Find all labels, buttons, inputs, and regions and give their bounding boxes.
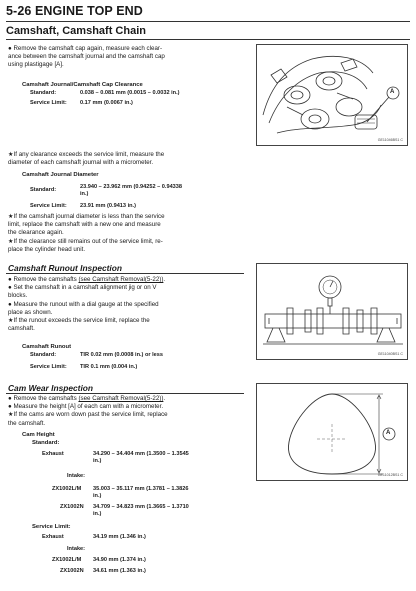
runout-standard (30, 352, 163, 359)
spec-value: 23.91 mm (0.9413 in.) (80, 203, 136, 209)
sl-zx1002n-value: 34.61 mm (1.363 in.) (93, 568, 146, 574)
text-line: ★If the camshaft journal diameter is less than the service (8, 213, 165, 220)
exhaust-label: Exhaust (42, 451, 64, 457)
clearance-standard (30, 90, 180, 97)
journal-service-limit (30, 203, 136, 210)
text-line: blocks. (8, 292, 28, 300)
spec-label: Standard: (30, 90, 57, 96)
page-header: 5-26 ENGINE TOP END (6, 4, 143, 18)
text-line: place as shown. (8, 308, 53, 316)
spec-value: TIR 0.02 mm (0.0008 in.) or less (80, 352, 164, 358)
intake-label: Intake: (67, 473, 86, 479)
zx1002lm-value (93, 486, 188, 500)
text-span: . (163, 276, 166, 283)
text-line: ★If the runout exceeds the service limit, replace the (8, 317, 150, 325)
runout-service-limit (30, 364, 137, 371)
spec-value-line: 35.003 – 35.117 mm (1.3781 – 1.3826 (93, 486, 189, 492)
text-line: ● Measure the height [A] of each cam with a micrometer. (8, 403, 164, 411)
section-title: Camshaft, Camshaft Chain (6, 25, 146, 37)
spec-value (80, 184, 182, 198)
text-line: ● Measure the runout with a dial gauge at the specified (8, 300, 159, 308)
clearance-service-limit (30, 100, 133, 107)
sl-intake-label: Intake: (67, 546, 86, 552)
callout-a: A (390, 89, 395, 95)
journal-heading: Camshaft Journal Diameter (22, 172, 99, 178)
standard-label: Standard: (32, 440, 60, 446)
service-limit-label: Service Limit: (32, 524, 71, 530)
text-line: ● Set the camshaft in a camshaft alignment jig or on V (8, 284, 157, 292)
wear-title: Cam Wear Inspection (8, 383, 94, 393)
text-line: ★If any clearance exceeds the service limit, measure the (8, 151, 165, 158)
text-line: camshaft. (8, 325, 35, 333)
text-line (8, 395, 246, 403)
exhaust-value (93, 451, 189, 465)
camshaft-removal-link[interactable]: (see Camshaft Removal(5-22)) (78, 276, 164, 283)
figure-code: GE11046BS1 C (377, 138, 403, 142)
text-line: ance between the camshaft journal and the camshaft cap (8, 53, 165, 61)
text-line: the clearance again. (8, 229, 64, 237)
cam-height-heading: Cam Height (22, 432, 55, 438)
figure-camshaft-runout (256, 263, 408, 360)
text-span: ● Remove the camshafts (8, 395, 79, 402)
spec-value-line: 34.709 – 34.823 mm (1.3665 – 1.3710 (93, 504, 189, 510)
spec-value-line: in.) (80, 191, 89, 198)
journal-actions (8, 213, 246, 254)
spec-value-line: in.) (93, 511, 102, 518)
text-line: ★If the clearance still remains out of the service limit, re- (8, 237, 163, 245)
header-rule (6, 21, 410, 22)
cylinder-head-drawing (257, 45, 407, 145)
sl-zx1002lm-value: 34.90 mm (1.374 in.) (93, 557, 146, 563)
figure-code: GE11040BS1 C (377, 352, 403, 356)
spec-label: Service Limit: (30, 364, 67, 370)
spec-value-line: in.) (93, 493, 102, 500)
text-line: using plastigage [A]. (8, 61, 64, 69)
spec-label: Service Limit: (30, 203, 67, 209)
figure-code: GE11012BS1 C (377, 473, 403, 477)
clearance-paragraph (8, 45, 246, 70)
spec-value-line: 23.940 – 23.962 mm (0.94252 – 0.94338 (80, 184, 183, 190)
text-line: place the cylinder head unit. (8, 245, 86, 253)
wear-rule (6, 393, 244, 394)
spec-value: 0.17 mm (0.0067 in.) (80, 100, 133, 106)
spec-value: TIR 0.1 mm (0.004 in.) (80, 364, 138, 370)
sl-exhaust-label: Exhaust (42, 534, 64, 540)
spec-label: Service Limit: (30, 100, 67, 106)
zx1002lm-label: ZX1002L/M (52, 486, 82, 492)
spec-value-line: 34.290 – 34.404 mm (1.3500 – 1.3545 (93, 451, 189, 457)
runout-title: Camshaft Runout Inspection (8, 263, 122, 273)
sl-zx1002n-label: ZX1002N (60, 568, 84, 574)
sl-zx1002lm-label: ZX1002L/M (52, 557, 82, 563)
text-line: ● Remove the camshaft cap again, measure each clear- (8, 45, 163, 52)
figure-cylinder-head-plastigage (256, 44, 408, 146)
camshaft-runout-drawing (257, 264, 407, 359)
runout-paragraph (8, 276, 246, 333)
section-rule (6, 39, 410, 40)
zx1002n-label: ZX1002N (60, 504, 84, 510)
cam-lobe-drawing (257, 384, 407, 480)
clearance-heading: Camshaft Journal/Camshaft Cap Clearance (22, 82, 143, 88)
spec-value: 0.038 – 0.081 mm (0.0015 – 0.0032 in.) (80, 90, 180, 96)
journal-standard (30, 184, 260, 198)
callout-a: A (386, 430, 391, 436)
camshaft-removal-link[interactable]: (see Camshaft Removal(5-22)) (78, 395, 164, 402)
runout-heading: Camshaft Runout (22, 344, 72, 350)
runout-rule (6, 273, 244, 274)
text-span: ● Remove the camshafts (8, 276, 79, 283)
spec-label: Standard: (30, 187, 57, 193)
text-line: diameter of each camshaft journal with a micrometer. (8, 159, 154, 167)
text-line: the camshaft. (8, 419, 46, 427)
zx1002n-value (93, 504, 189, 518)
wear-paragraph (8, 395, 246, 428)
figure-cam-height (256, 383, 408, 481)
spec-label: Standard: (30, 352, 57, 358)
text-line: ★If the cams are worn down past the service limit, replace (8, 411, 168, 419)
text-line (8, 276, 246, 284)
sl-exhaust-value: 34.19 mm (1.346 in.) (93, 534, 146, 540)
spec-value-line: in.) (93, 458, 102, 465)
text-line: limit, replace the camshaft with a new one and measure (8, 221, 161, 229)
text-span: . (163, 395, 166, 402)
journal-paragraph (8, 151, 246, 167)
